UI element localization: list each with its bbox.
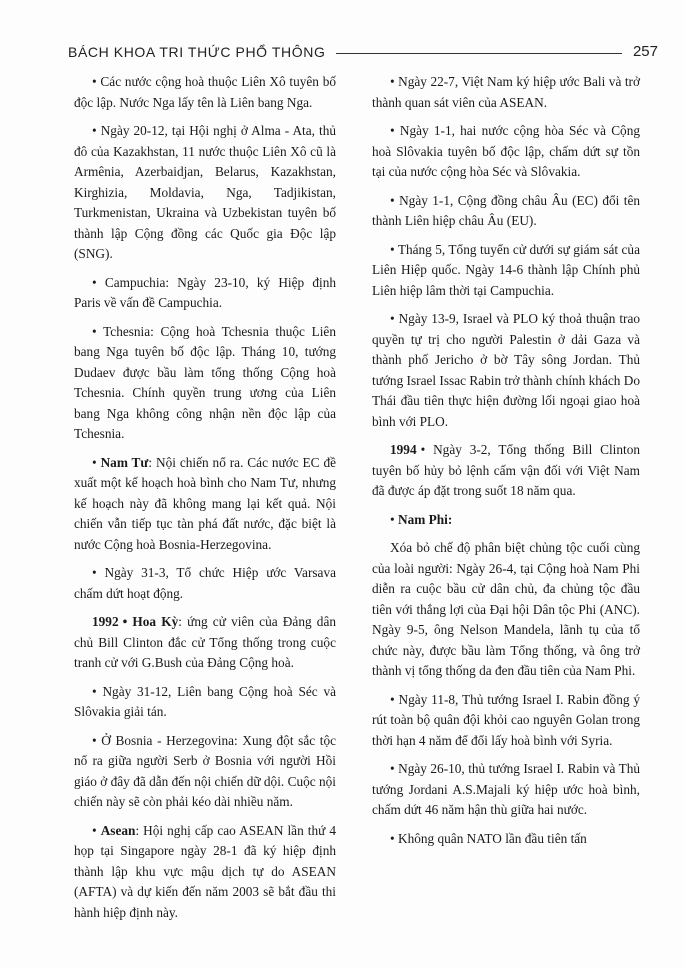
entry-text: : Hội nghị cấp cao ASEAN lần thứ 4 họp tại Singapore ngày 28-1 đã ký hiệp định thành lập khu vực mậu dịch tự do ASEAN (AFTA) và dự kiến đến năm 2003 sẽ bắt đầu thi hành hiệp định này. [74,822,336,920]
entry-text: Ngày 20-12, tại Hội nghị ở Alma - Ata, thủ đô của Kazakhstan, 11 nước thuộc Liên Xô cũ là Armênia, Azerbaidjan, Belarus, Kazakhstan, Kirghizia, Moldavia, Nga, Tadjikistan, Turkmenistan, Ukraina và Uzbekistan tuyên bố thành lập Cộng đồng các Quốc gia Độc lập (SNG). [74,123,336,261]
bullet-icon: • [390,192,395,208]
bullet-icon: • [92,454,97,470]
paragraph [74,682,336,723]
entry-text: : ứng cử viên của Đảng dân chủ Bill Clinton đắc cử Tổng thống trong cuộc tranh cử với G.Bush của Đảng Cộng hoà. [74,614,336,670]
paragraph [74,72,336,113]
paragraph [74,453,336,556]
bullet-icon: • [92,323,97,339]
paragraph [74,273,336,314]
entry-text: Tháng 5, Tổng tuyển cử dưới sự giám sát của Liên Hiệp quốc. Ngày 14-6 thành lập Chính phủ Liên hiệp lâm thời tại Campuchia. [372,241,640,298]
entry-text: Ngày 1-1, Cộng đồng châu Âu (EC) đổi tên thành Liên hiệp châu Âu (EU). [372,192,640,228]
paragraph [74,121,336,265]
year-label: 1994 [390,442,417,457]
bullet-icon: • [390,691,395,707]
paragraph [372,191,640,232]
paragraph [372,240,640,302]
bullet-icon: • [390,511,395,527]
paragraph [74,322,336,445]
entry-text: Ngày 1-1, hai nước cộng hòa Séc và Cộng hoà Slôvakia tuyên bố độc lập, chấm dứt sự tồn tại của nước cộng hòa Séc và Slôvakia. [372,123,641,179]
header-rule [336,53,622,54]
entry-text: Campuchia: Ngày 23-10, ký Hiệp định Paris về vấn đề Campuchia. [74,274,336,310]
paragraph [372,121,640,183]
paragraph [372,538,640,682]
entry-text: Ngày 22-7, Việt Nam ký hiệp ước Bali và trở thành quan sát viên của ASEAN. [372,74,641,110]
paragraph [372,309,640,432]
entry-text: Tchesnia: Cộng hoà Tchesnia thuộc Liên bang Nga tuyên bố độc lập. Tháng 10, tướng Dudaev được bầu làm tổng thống Cộng hoà Tchesnia. Chính quyền trung ương của Liên bang Nga không công nhận nền độc lập của Tchesnia. [74,323,336,441]
page-header [68,44,658,66]
bullet-icon: • [92,123,97,138]
paragraph [74,612,336,674]
bullet-icon: • [92,822,97,838]
bullet-icon: • [92,683,97,699]
entry-text: Xóa bỏ chế độ phân biệt chủng tộc cuối cùng của loài người: Ngày 26-4, tại Cộng hoà Nam Phi diễn ra cuộc bầu cử dân chủ, đa chủng tộc đầu tiên với thắng lợi của Đại hội Dân tộc Phi (ANC). Ngày 9-5, ông Nelson Mandela, lãnh tụ của tổ chức này, được bầu làm Tổng thống, và ông trở thành vị tổng thống da đen đầu tiên của Nam Phi. [372,540,640,678]
entry-text: Ngày 26-10, thủ tướng Israel I. Rabin và Thủ tướng Jordani A.S.Majali ký hiệp ước hoà bình, chấm dứt 46 năm hận thù giữa hai nước. [372,761,640,817]
paragraph [372,690,640,752]
paragraph [372,510,640,531]
paragraph [74,563,336,604]
year-label: 1992 [92,614,119,629]
paragraph [74,731,336,813]
entry-heading: Nam Tư [100,454,149,470]
entry-text: Ở Bosnia - Herzegovina: Xung đột sắc tộc nổ ra giữa người Serb ở Bosnia với người Hồi giáo ở đây đã dẫn đến nội chiến dữ dội. Cuộc nội chiến này sẽ còn phải kéo dài nhiều năm. [74,732,336,809]
bullet-icon: • [92,732,97,748]
paragraph [372,440,640,502]
left-column [74,72,336,931]
paragraph [372,72,640,113]
entry-text: Ngày 31-12, Liên bang Cộng hoà Séc và Slôvakia giải tán. [74,683,336,719]
entry-text: : Nội chiến nổ ra. Các nước EC đề xuất một kế hoạch hoà bình cho Nam Tư, nhưng kế hoạch này đã không mang lại kết quả. Nội chiến vẫn tiếp tục tàn phá đất nước, đặc biệt là nước Cộng hoà Bosnia-Herzegovina. [74,454,337,552]
entry-heading: Asean [100,822,136,838]
paragraph [372,829,640,850]
bullet-icon: • [390,761,395,776]
entry-text: Ngày 13-9, Israel và PLO ký thoả thuận trao quyền tự trị cho người Palestin ở dải Gaza và thành phố Jericho ở bờ Tây sông Jordan. Thủ tướng Israel Issac Rabin trở thành chính khách Do Thái đầu tiên thực hiện đường lối ngoại giao hoà bình với PLO. [372,311,640,429]
entry-text: Ngày 31-3, Tổ chức Hiệp ước Varsava chấm dứt hoạt động. [74,565,337,601]
paragraph [372,759,640,821]
bullet-icon: • [390,830,395,846]
right-column [372,72,640,857]
page-number: 257 [632,43,658,60]
entry-text: Ngày 11-8, Thủ tướng Israel I. Rabin đồng ý rút toàn bộ quân đội khỏi cao nguyên Golan trong thời hạn 4 năm để đổi lấy hoà bình với Syria. [372,691,641,748]
bullet-icon: • [92,274,97,290]
entry-heading: • Hoa Kỳ [122,614,179,629]
entry-text: • Ngày 3-2, Tổng thống Bill Clinton tuyên bố hủy bỏ lệnh cấm vận đối với Việt Nam đã được áp đặt trong suốt 18 năm qua. [372,442,640,498]
bullet-icon: • [92,74,97,89]
entry-text: Không quân NATO lần đầu tiên tấn [397,830,587,846]
bullet-icon: • [390,311,395,326]
bullet-icon: • [390,74,395,89]
bullet-icon: • [390,123,395,138]
bullet-icon: • [390,241,395,257]
entry-text: Các nước cộng hoà thuộc Liên Xô tuyên bố độc lập. Nước Nga lấy tên là Liên bang Nga. [74,74,336,110]
bullet-icon: • [92,565,97,580]
book-title: BÁCH KHOA TRI THỨC PHỔ THÔNG [68,44,326,60]
paragraph [74,821,336,924]
entry-heading: Nam Phi: [397,511,453,527]
